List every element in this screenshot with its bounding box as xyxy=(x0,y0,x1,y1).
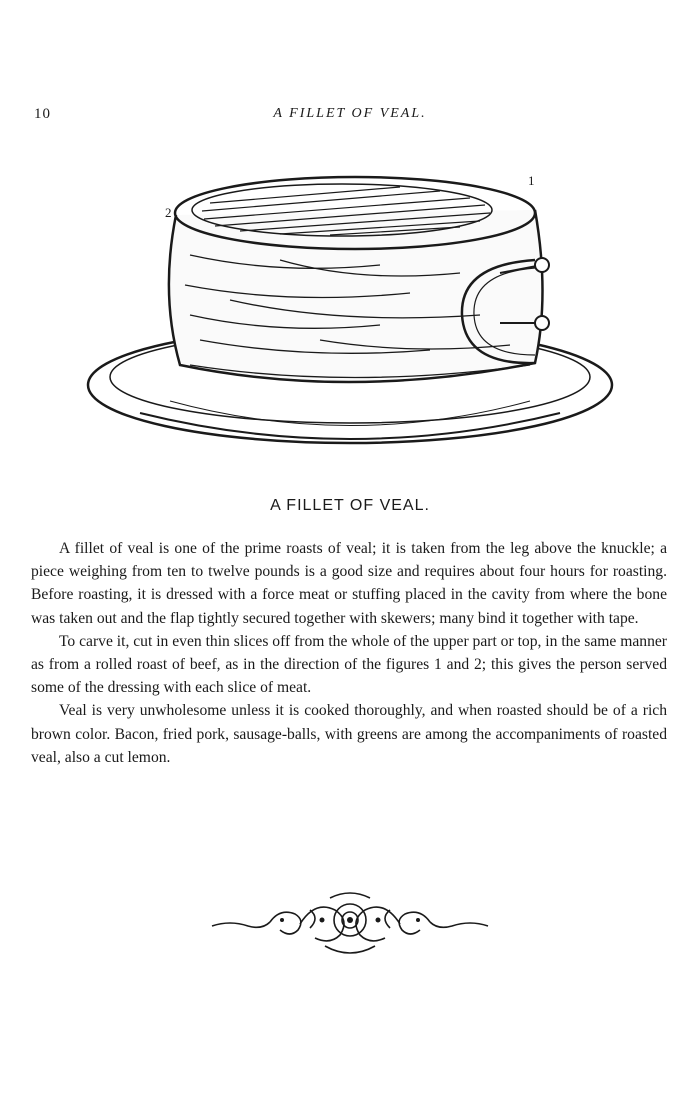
veal-fillet-drawing xyxy=(80,165,620,465)
decorative-ornament xyxy=(210,890,490,960)
article-title: A FILLET OF VEAL. xyxy=(270,497,430,514)
veal-fillet-illustration xyxy=(80,165,620,465)
figure-label-2: 2 xyxy=(165,205,172,220)
article-body xyxy=(31,537,667,769)
paragraph-3: Veal is very unwholesome unless it is cooked thoroughly, and when roasted should be of a rich brown color. Bacon, fried pork, sausage-balls, with greens are among the accompaniments of roasted veal, also a cut lemon. xyxy=(31,702,667,766)
figure-label-1: 1 xyxy=(528,173,535,188)
paragraph-2: To carve it, cut in even thin slices off from the whole of the upper part or top, in the same manner as from a rolled roast of beef, as in the direction of the figures 1 and 2; this gives the person served some of the dressing with each slice of meat. xyxy=(31,632,667,697)
ornament-icon xyxy=(210,890,490,960)
paragraph-1: A fillet of veal is one of the prime roasts of veal; it is taken from the leg above the knuckle; a piece weighing from ten to twelve pounds is a good size and requires about four hours for roasting. Before roasting, it is dressed with a force meat or stuffing placed in the cavity from where the bone was taken out and the flap tightly secured together with skewers; many bind it together with tape. xyxy=(31,540,667,627)
page-number: 10 xyxy=(34,106,51,122)
running-head: A FILLET OF VEAL. xyxy=(273,106,427,121)
